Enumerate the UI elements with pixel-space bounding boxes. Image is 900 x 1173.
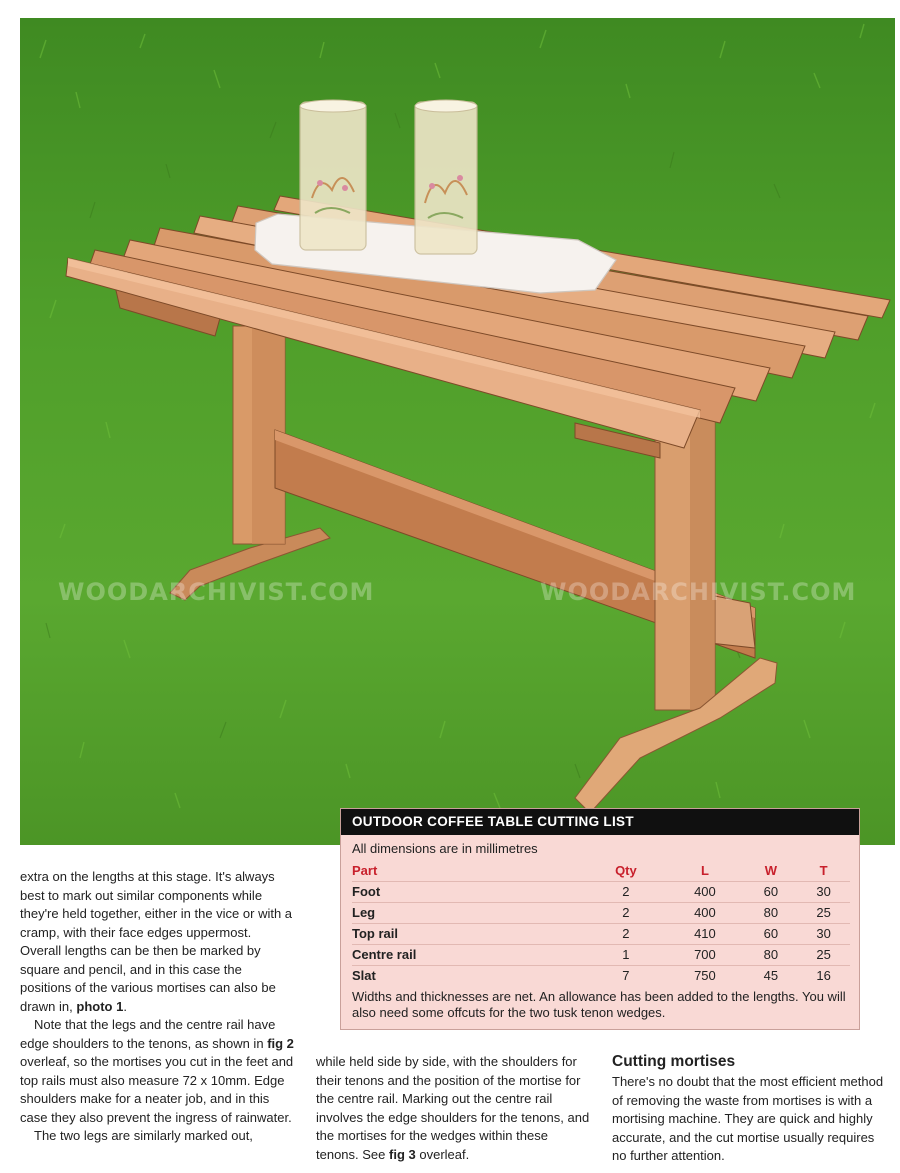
- part-width: 60: [744, 923, 797, 944]
- body-text: while held side by side, with the shoulders for their tenons and the position of the mortise for the centre rail. Marking out the centre rail involves the edge shoulders for the tenons, and the mortises for the wedges within these tenons. See: [316, 1054, 590, 1162]
- header-qty: Qty: [615, 862, 637, 878]
- cutting-list-box: [340, 808, 860, 1030]
- part-name: Top rail: [352, 923, 586, 944]
- part-name: Foot: [352, 881, 586, 902]
- part-thickness: 16: [797, 965, 850, 986]
- cutting-list-subtitle: All dimensions are in millimetres: [352, 841, 538, 856]
- part-thickness: 30: [797, 923, 850, 944]
- part-width: 80: [744, 944, 797, 965]
- body-paragraph: [316, 1053, 594, 1164]
- figure-reference: fig 3: [389, 1146, 416, 1162]
- part-qty: 2: [586, 923, 665, 944]
- part-thickness: 30: [797, 881, 850, 902]
- part-length: 400: [665, 881, 744, 902]
- header-part: Part: [352, 862, 378, 878]
- photo-reference: photo 1: [76, 998, 124, 1014]
- header-width: W: [764, 862, 777, 878]
- part-name: Centre rail: [352, 944, 586, 965]
- section-heading: Cutting mortises: [612, 1053, 736, 1070]
- body-text: Note that the legs and the centre rail have edge shoulders to the tenons, as shown in: [20, 1017, 276, 1051]
- watermark-text: WOODARCHIVIST.COM: [540, 578, 857, 606]
- part-length: 700: [665, 944, 744, 965]
- header-thickness: T: [819, 862, 828, 878]
- watermark-text: WOODARCHIVIST.COM: [58, 578, 375, 606]
- cutting-list-note: Widths and thicknesses are net. An allowance has been added to the lengths. You will also need some offcuts for the two tusk tenon wedges.: [352, 989, 846, 1020]
- part-length: 400: [665, 902, 744, 923]
- figure-reference: fig 2: [267, 1035, 294, 1051]
- text-column-3: [612, 1053, 890, 1166]
- part-thickness: 25: [797, 944, 850, 965]
- body-paragraph: There's no doubt that the most efficient method of removing the waste from mortises is with a mortising machine. They are quick and highly accurate, and the cut mortise usually requires no further attention.: [612, 1074, 884, 1163]
- table-header-row: [352, 860, 850, 881]
- part-width: 60: [744, 881, 797, 902]
- table-row: [352, 944, 850, 965]
- header-length: L: [700, 862, 709, 878]
- text-column-1: [20, 868, 295, 1146]
- part-name: Leg: [352, 902, 586, 923]
- table-row: [352, 923, 850, 944]
- part-width: 45: [744, 965, 797, 986]
- body-text: .: [123, 998, 127, 1014]
- coffee-table-photo: [20, 18, 895, 845]
- part-qty: 7: [586, 965, 665, 986]
- cutting-list-title: OUTDOOR COFFEE TABLE CUTTING LIST: [341, 809, 859, 835]
- part-name: Slat: [352, 965, 586, 986]
- table-row: [352, 965, 850, 986]
- body-text: overleaf.: [419, 1146, 470, 1162]
- table-on-lawn-illustration: [20, 18, 895, 845]
- part-thickness: 25: [797, 902, 850, 923]
- body-text: extra on the lengths at this stage. It's always best to mark out similar components while they're held together, either in the vice or with a cramp, with their face edges uppermost. Overall lengths can be then be marked by square and pencil, and in this case the positions of the various mortises can also be drawn in,: [20, 869, 293, 1014]
- cutting-list-table: [352, 860, 850, 986]
- part-length: 410: [665, 923, 744, 944]
- body-text: overleaf, so the mortises you cut in the feet and top rails must also measure 72 x 10mm. Edge shoulders make for a neater job, and in this case they also prevent the ingress of rainwater.: [20, 1054, 294, 1125]
- part-qty: 2: [586, 902, 665, 923]
- table-row: [352, 881, 850, 902]
- text-column-2: [316, 1053, 594, 1164]
- body-paragraph: The two legs are similarly marked out,: [34, 1128, 253, 1143]
- part-length: 750: [665, 965, 744, 986]
- body-paragraph: [20, 1016, 295, 1127]
- part-qty: 1: [586, 944, 665, 965]
- table-row: [352, 902, 850, 923]
- part-qty: 2: [586, 881, 665, 902]
- part-width: 80: [744, 902, 797, 923]
- body-paragraph: [20, 868, 295, 1016]
